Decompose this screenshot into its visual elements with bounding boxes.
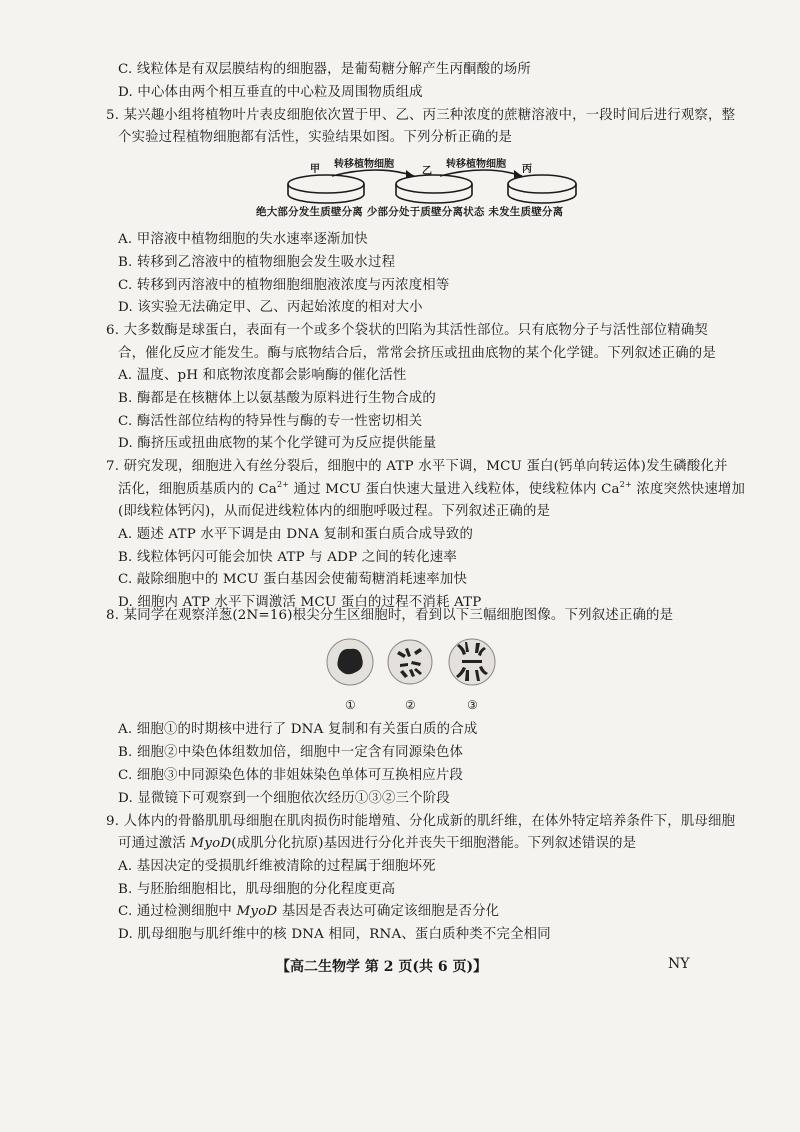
arrow1-label: 转移植物细胞 [334, 159, 394, 170]
q7-stem-line2: 活化，细胞质基质内的 $Ca^{2+}$ 通过 MCU 蛋白快速大量进入线粒体，使线粒体内 $Ca^{2+}$ 浓度突然快速增加 [118, 480, 746, 497]
mitosis-cells-graphic [326, 634, 496, 698]
q5-option-c: C. 转移到丙溶液中的植物细胞细胞液浓度与丙浓度相等 [118, 278, 450, 293]
q6-stem-line1: 6. 大多数酶是球蛋白，表面有一个或多个袋状的凹陷为其活性部位。只有底物分子与活性部位精确契 [106, 323, 709, 338]
dish-jia-label: 甲 [310, 164, 320, 175]
q9-stem-line1: 9. 人体内的骨骼肌肌母细胞在肌肉损伤时能增殖、分化成新的肌纤维，在体外特定培养条件下，肌母细胞 [106, 814, 736, 829]
cell-1-label: ① [345, 698, 356, 712]
q8-option-a: A. 细胞①的时期核中进行了 DNA 复制和有关蛋白质的合成 [118, 722, 478, 737]
q7-option-c: C. 敲除细胞中的 MCU 蛋白基因会使葡萄糖消耗速率加快 [118, 572, 468, 587]
q4-option-c: C. 线粒体是有双层膜结构的细胞器，是葡萄糖分解产生丙酮酸的场所 [118, 62, 532, 77]
dish-bing-label: 丙 [522, 164, 532, 175]
footer-code: NY [668, 956, 690, 972]
q6-option-d: D. 酶挤压或扭曲底物的某个化学键可为反应提供能量 [118, 436, 437, 451]
q6-option-b: B. 酶都是在核糖体上以氨基酸为原料进行生物合成的 [118, 391, 436, 406]
q8-option-c: C. 细胞③中同源染色体的非姐妹染色单体可互换相应片段 [118, 768, 464, 783]
q9-option-a: A. 基因决定的受损肌纤维被清除的过程属于细胞坏死 [118, 859, 436, 874]
cell-3-label: ③ [467, 698, 478, 712]
q6-stem-line2: 合，催化反应才能发生。酶与底物结合后，常常会挤压或扭曲底物的某个化学键。下列叙述正确的是 [118, 346, 716, 361]
q6-option-c: C. 酶活性部位结构的特异性与酶的专一性密切相关 [118, 414, 423, 429]
q8-option-b: B. 细胞②中染色体组数加倍，细胞中一定含有同源染色体 [118, 745, 464, 760]
q8-stem: 8. 某同学在观察洋葱(2N=16)根尖分生区细胞时，看到以下三幅细胞图像。下列叙述正确的是 [106, 608, 674, 623]
arrow2-label: 转移植物细胞 [446, 159, 506, 170]
q7-option-a: A. 题述 ATP 水平下调是由 DNA 复制和蛋白质合成导致的 [118, 527, 474, 542]
q9-option-d: D. 肌母细胞与肌纤维中的核 DNA 相同，RNA、蛋白质种类不完全相同 [118, 927, 551, 942]
q9-option-c: C. 通过检测细胞中 MyoD 基因是否表达可确定该细胞是否分化 [118, 904, 500, 919]
dish-yi-label: 乙 [422, 166, 432, 177]
q7-option-b: B. 线粒体钙闪可能会加快 ATP 与 ADP 之间的转化速率 [118, 550, 457, 565]
q5-option-d: D. 该实验无法确定甲、乙、丙起始浓度的相对大小 [118, 300, 423, 315]
q6-option-a: A. 温度、pH 和底物浓度都会影响酶的催化活性 [118, 368, 407, 383]
q7-stem-line3: (即线粒体钙闪)，从而促进线粒体内的细胞呼吸过程。下列叙述正确的是 [118, 504, 551, 519]
q5-stem-line1: 5. 某兴趣小组将植物叶片表皮细胞依次置于甲、乙、丙三种浓度的蔗糖溶液中，一段时间后进行观察，整 [106, 108, 736, 123]
q9-stem-line2: 可通过激活 MyoD(成肌分化抗原)基因进行分化并丧失干细胞潜能。下列叙述错误的是 [118, 836, 637, 851]
cell-images [326, 634, 496, 716]
cell-2-label: ② [405, 698, 416, 712]
q4-option-d: D. 中心体由两个相互垂直的中心粒及周围物质组成 [118, 85, 423, 100]
q5-stem-line2: 个实验过程植物细胞都有活性，实验结果如图。下列分析正确的是 [118, 130, 513, 145]
page-footer: 【高二生物学 第 2 页(共 6 页)】 [276, 959, 488, 975]
diagram-caption: 绝大部分发生质壁分离 少部分处于质壁分离状态 未发生质壁分离 [256, 206, 564, 218]
q8-option-d: D. 显微镜下可观察到一个细胞依次经历①③②三个阶段 [118, 791, 450, 806]
q5-option-a: A. 甲溶液中植物细胞的失水速率逐渐加快 [118, 232, 368, 247]
q5-option-b: B. 转移到乙溶液中的植物细胞会发生吸水过程 [118, 255, 396, 270]
q9-option-b: B. 与胚胎细胞相比，肌母细胞的分化程度更高 [118, 882, 396, 897]
q7-stem-line1: 7. 研究发现，细胞进入有丝分裂后，细胞中的 ATP 水平下调，MCU 蛋白(钙单向转运体)发生磷酸化并 [106, 459, 728, 474]
q7-option-d: D. 细胞内 ATP 水平下调激活 MCU 蛋白的过程不消耗 ATP [118, 595, 482, 610]
